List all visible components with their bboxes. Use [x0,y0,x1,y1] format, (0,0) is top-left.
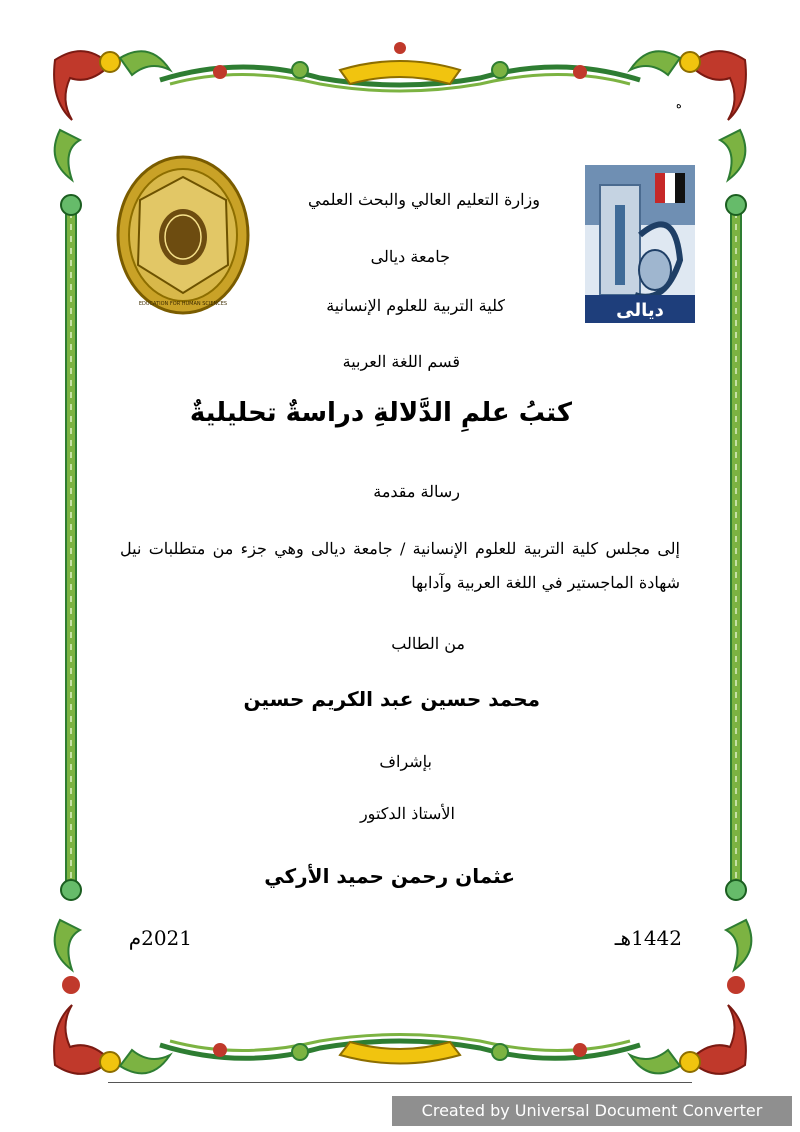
supervisor-name: عثمان رحمن حميد الأركي [264,864,515,888]
university-line: جامعة ديالى [370,247,450,266]
college-line: كلية التربية للعلوم الإنسانية [326,296,505,315]
top-band [160,42,640,91]
left-vine [66,210,76,890]
ministry-line: وزارة التعليم العالي والبحث العلمي [308,190,540,209]
university-logo [585,165,695,323]
student-label: من الطالب [391,634,465,653]
hijri-year: 1442هـ [614,926,682,950]
bottom-band [160,1035,640,1064]
converter-watermark: Created by Universal Document Converter [392,1096,792,1126]
right-vine [731,210,741,890]
supervisor-title: الأستاذ الدكتور [359,804,455,823]
gregorian-year: 2021م [128,926,192,950]
corner-ornament-bottom-right [630,880,751,1074]
seal-ring-text: EDUCATION FOR HUMAN SCIENCES [138,301,228,307]
thesis-title: كتبُ علمِ الدَّلالةِ دراسةٌ تحليليةٌ [189,398,572,428]
student-name: محمد حسين عبد الكريم حسين [243,687,540,711]
department-line: قسم اللغة العربية [342,352,460,371]
corner-ornament-bottom-left [54,880,170,1074]
stray-mark: ه [676,98,682,111]
submission-purpose: إلى مجلس كلية التربية للعلوم الإنسانية / جامعة ديالى وهي جزء من متطلبات نيل شهادة الماجستير في اللغة العربية وآدابها [120,539,680,592]
college-seal-logo [116,155,251,315]
supervision-label: بإشراف [379,752,432,771]
university-logo-caption: ديالى [616,300,664,321]
submission-type: رسالة مقدمة [373,482,460,501]
footer-divider [108,1082,692,1083]
